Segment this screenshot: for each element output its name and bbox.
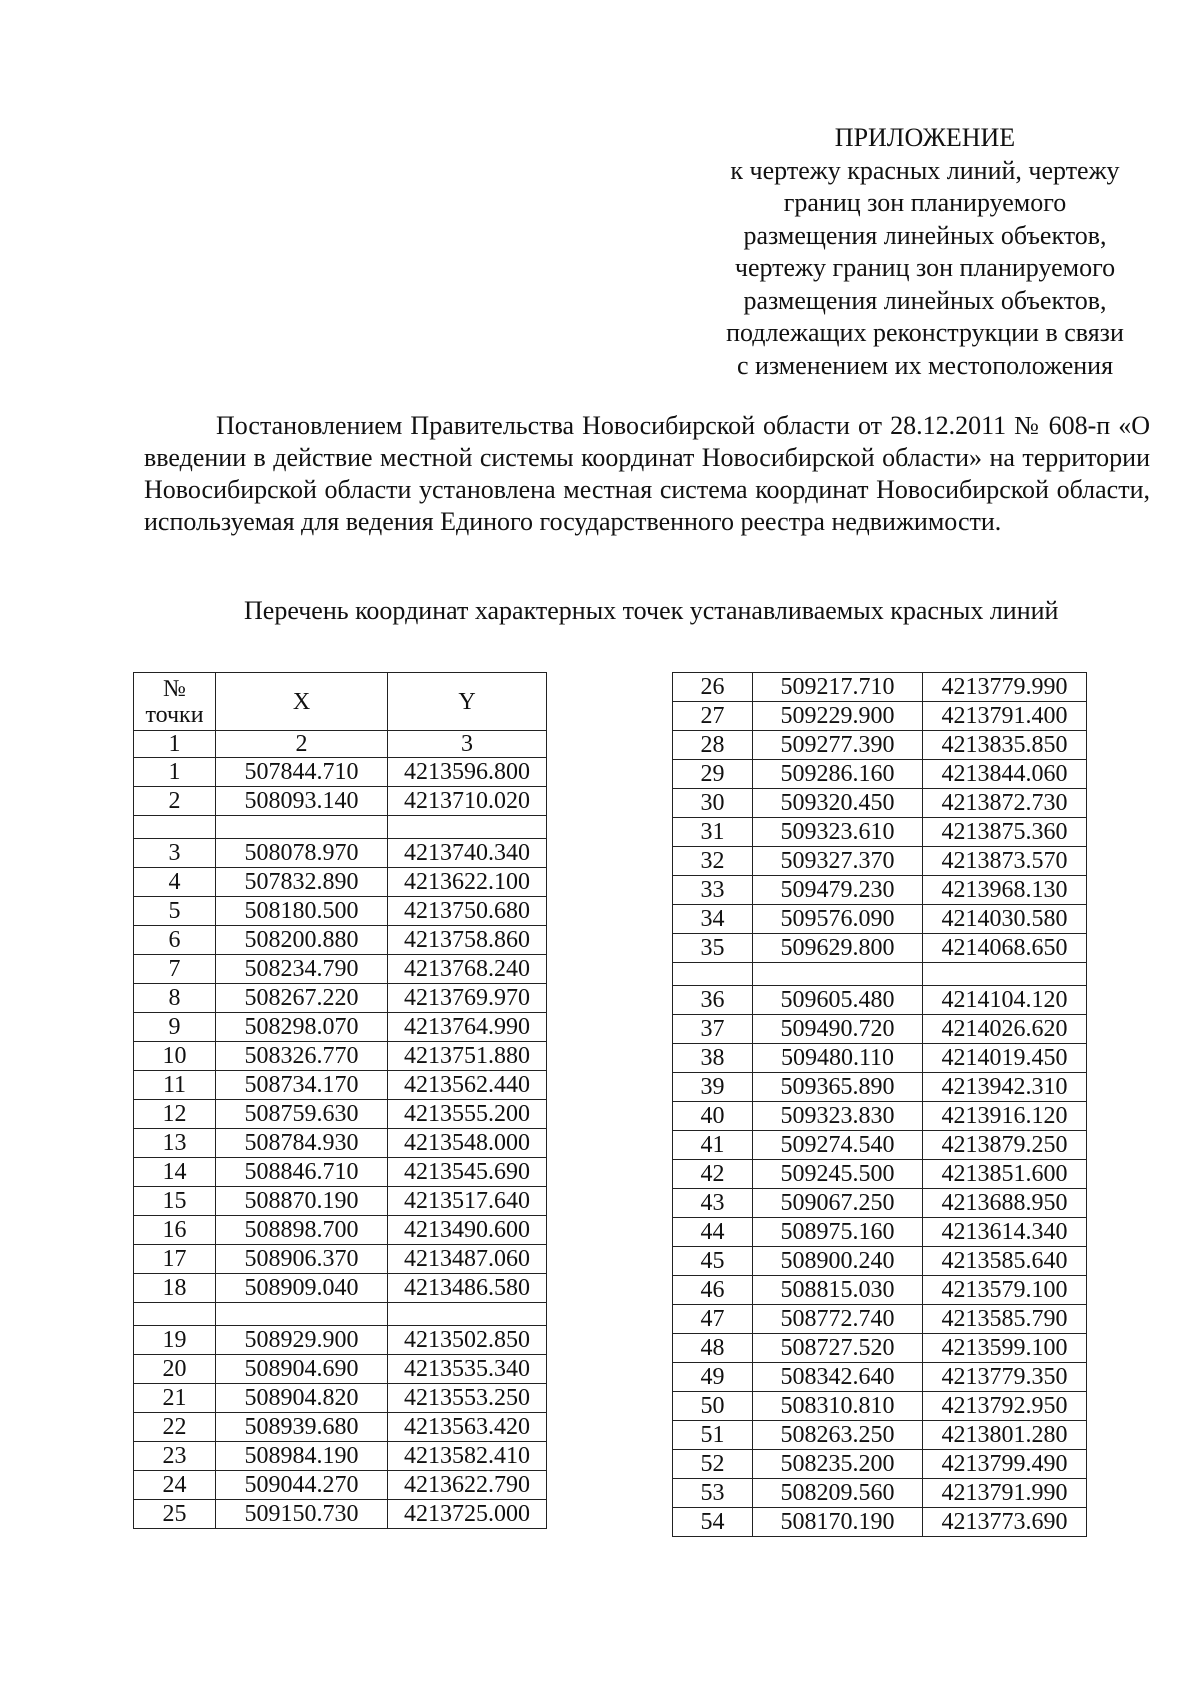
y-cell: 4213614.340 bbox=[923, 1218, 1087, 1247]
x-cell: 508310.810 bbox=[753, 1392, 923, 1421]
point-number-cell: 31 bbox=[673, 818, 753, 847]
point-number-cell: 39 bbox=[673, 1073, 753, 1102]
point-number-cell: 17 bbox=[134, 1245, 216, 1274]
x-cell: 508906.370 bbox=[216, 1245, 388, 1274]
x-cell: 508870.190 bbox=[216, 1187, 388, 1216]
table-row bbox=[134, 1274, 547, 1303]
table-row bbox=[134, 868, 547, 897]
x-cell: 508298.070 bbox=[216, 1013, 388, 1042]
point-number-cell: 35 bbox=[673, 934, 753, 963]
table-row bbox=[673, 1421, 1087, 1450]
table-row bbox=[673, 1508, 1087, 1537]
header-num-symbol: № bbox=[163, 675, 186, 702]
y-cell: 4213688.950 bbox=[923, 1189, 1087, 1218]
point-number-cell: 38 bbox=[673, 1044, 753, 1073]
y-cell: 4213599.100 bbox=[923, 1334, 1087, 1363]
x-cell bbox=[216, 1303, 388, 1326]
point-number-cell: 15 bbox=[134, 1187, 216, 1216]
y-cell: 4213879.250 bbox=[923, 1131, 1087, 1160]
x-cell: 509067.250 bbox=[753, 1189, 923, 1218]
table-row bbox=[673, 905, 1087, 934]
table-row bbox=[134, 839, 547, 868]
y-cell: 4213791.990 bbox=[923, 1479, 1087, 1508]
point-number-cell: 12 bbox=[134, 1100, 216, 1129]
x-cell: 509479.230 bbox=[753, 876, 923, 905]
table-row bbox=[673, 1073, 1087, 1102]
table-row bbox=[673, 760, 1087, 789]
table-row bbox=[673, 847, 1087, 876]
x-cell: 508263.250 bbox=[753, 1421, 923, 1450]
x-cell: 508909.040 bbox=[216, 1274, 388, 1303]
point-number-cell: 20 bbox=[134, 1355, 216, 1384]
appendix-line: размещения линейных объектов, bbox=[743, 220, 1107, 250]
point-number-cell: 52 bbox=[673, 1450, 753, 1479]
table-row bbox=[134, 1071, 547, 1100]
point-number-cell bbox=[134, 816, 216, 839]
y-cell: 4214104.120 bbox=[923, 986, 1087, 1015]
table-row bbox=[134, 984, 547, 1013]
table-row bbox=[134, 926, 547, 955]
table-row bbox=[134, 955, 547, 984]
y-cell: 4213801.280 bbox=[923, 1421, 1087, 1450]
x-cell: 508734.170 bbox=[216, 1071, 388, 1100]
point-number-cell: 22 bbox=[134, 1413, 216, 1442]
x-cell: 509277.390 bbox=[753, 731, 923, 760]
point-number-cell: 45 bbox=[673, 1247, 753, 1276]
point-number-cell: 32 bbox=[673, 847, 753, 876]
x-cell: 508939.680 bbox=[216, 1413, 388, 1442]
point-number-cell: 50 bbox=[673, 1392, 753, 1421]
point-number-cell: 30 bbox=[673, 789, 753, 818]
y-cell: 4213725.000 bbox=[388, 1500, 547, 1529]
appendix-line: с изменением их местоположения bbox=[736, 350, 1114, 380]
y-cell: 4213555.200 bbox=[388, 1100, 547, 1129]
y-cell: 4214019.450 bbox=[923, 1044, 1087, 1073]
table-row bbox=[673, 1044, 1087, 1073]
point-number-cell: 25 bbox=[134, 1500, 216, 1529]
point-number-cell: 36 bbox=[673, 986, 753, 1015]
x-cell: 508234.790 bbox=[216, 955, 388, 984]
table-row bbox=[673, 934, 1087, 963]
y-cell: 4213622.790 bbox=[388, 1471, 547, 1500]
table-row bbox=[134, 1158, 547, 1187]
point-number-cell bbox=[673, 963, 753, 986]
point-number-cell: 40 bbox=[673, 1102, 753, 1131]
x-cell: 509229.900 bbox=[753, 702, 923, 731]
table-row bbox=[673, 1160, 1087, 1189]
x-cell: 508727.520 bbox=[753, 1334, 923, 1363]
header-x: X bbox=[216, 673, 388, 731]
table-row bbox=[134, 758, 547, 787]
x-cell: 508815.030 bbox=[753, 1276, 923, 1305]
y-cell: 4213751.880 bbox=[388, 1042, 547, 1071]
y-cell: 4213490.600 bbox=[388, 1216, 547, 1245]
table-row bbox=[673, 731, 1087, 760]
x-cell: 509480.110 bbox=[753, 1044, 923, 1073]
coordinates-table-left bbox=[133, 672, 547, 1529]
point-number-cell: 33 bbox=[673, 876, 753, 905]
y-cell: 4213768.240 bbox=[388, 955, 547, 984]
x-cell: 508170.190 bbox=[753, 1508, 923, 1537]
table-row bbox=[673, 1102, 1087, 1131]
table-row bbox=[134, 1245, 547, 1274]
x-cell: 509629.800 bbox=[753, 934, 923, 963]
x-cell: 508180.500 bbox=[216, 897, 388, 926]
point-number-cell: 24 bbox=[134, 1471, 216, 1500]
point-number-cell: 48 bbox=[673, 1334, 753, 1363]
y-cell: 4213582.410 bbox=[388, 1442, 547, 1471]
header-index-2: 2 bbox=[216, 731, 388, 758]
point-number-cell: 6 bbox=[134, 926, 216, 955]
intro-paragraph: Постановлением Правительства Новосибирской области от 28.12.2011 № 608-п «О введении в действие местной системы координат Новосибирской области» на территории Новосибирской области установлена местная система координат Новосибирской области, используемая для ведения Единого государственного реестра недвижимости. bbox=[144, 411, 1150, 536]
y-cell: 4213873.570 bbox=[923, 847, 1087, 876]
point-number-cell: 16 bbox=[134, 1216, 216, 1245]
x-cell: 508898.700 bbox=[216, 1216, 388, 1245]
appendix-heading bbox=[700, 122, 1150, 382]
point-number-cell: 49 bbox=[673, 1363, 753, 1392]
x-cell: 508267.220 bbox=[216, 984, 388, 1013]
y-cell: 4213851.600 bbox=[923, 1160, 1087, 1189]
table-row bbox=[134, 1216, 547, 1245]
x-cell: 509365.890 bbox=[753, 1073, 923, 1102]
x-cell: 508900.240 bbox=[753, 1247, 923, 1276]
y-cell: 4213872.730 bbox=[923, 789, 1087, 818]
x-cell: 509605.480 bbox=[753, 986, 923, 1015]
point-number-cell: 34 bbox=[673, 905, 753, 934]
table-row bbox=[673, 1218, 1087, 1247]
x-cell: 508772.740 bbox=[753, 1305, 923, 1334]
table-row bbox=[673, 1305, 1087, 1334]
y-cell: 4213535.340 bbox=[388, 1355, 547, 1384]
appendix-line: к чертежу красных линий, чертежу bbox=[730, 155, 1120, 185]
x-cell: 509323.830 bbox=[753, 1102, 923, 1131]
table-row bbox=[673, 1189, 1087, 1218]
y-cell: 4213585.640 bbox=[923, 1247, 1087, 1276]
y-cell: 4213916.120 bbox=[923, 1102, 1087, 1131]
point-number-cell: 8 bbox=[134, 984, 216, 1013]
point-number-cell: 7 bbox=[134, 955, 216, 984]
point-number-cell: 3 bbox=[134, 839, 216, 868]
y-cell: 4213773.690 bbox=[923, 1508, 1087, 1537]
y-cell: 4213769.970 bbox=[388, 984, 547, 1013]
table-row bbox=[673, 673, 1087, 702]
table-row bbox=[134, 897, 547, 926]
point-number-cell: 5 bbox=[134, 897, 216, 926]
point-number-cell: 44 bbox=[673, 1218, 753, 1247]
x-cell: 508759.630 bbox=[216, 1100, 388, 1129]
x-cell: 508904.690 bbox=[216, 1355, 388, 1384]
y-cell bbox=[923, 963, 1087, 986]
y-cell: 4213750.680 bbox=[388, 897, 547, 926]
x-cell: 509274.540 bbox=[753, 1131, 923, 1160]
point-number-cell: 18 bbox=[134, 1274, 216, 1303]
point-number-cell: 9 bbox=[134, 1013, 216, 1042]
table-row bbox=[673, 1334, 1087, 1363]
point-number-cell: 29 bbox=[673, 760, 753, 789]
point-number-cell: 54 bbox=[673, 1508, 753, 1537]
y-cell: 4214030.580 bbox=[923, 905, 1087, 934]
y-cell: 4213502.850 bbox=[388, 1326, 547, 1355]
appendix-line: размещения линейных объектов, bbox=[743, 285, 1107, 315]
table-row bbox=[134, 1384, 547, 1413]
x-cell: 509576.090 bbox=[753, 905, 923, 934]
x-cell: 508784.930 bbox=[216, 1129, 388, 1158]
header-index-3: 3 bbox=[388, 731, 547, 758]
point-number-cell: 19 bbox=[134, 1326, 216, 1355]
y-cell: 4213553.250 bbox=[388, 1384, 547, 1413]
x-cell: 508093.140 bbox=[216, 787, 388, 816]
x-cell: 509245.500 bbox=[753, 1160, 923, 1189]
point-number-cell: 51 bbox=[673, 1421, 753, 1450]
y-cell: 4213579.100 bbox=[923, 1276, 1087, 1305]
point-number-cell: 43 bbox=[673, 1189, 753, 1218]
x-cell: 508984.190 bbox=[216, 1442, 388, 1471]
table-row bbox=[673, 1392, 1087, 1421]
table-row bbox=[134, 1442, 547, 1471]
point-number-cell: 28 bbox=[673, 731, 753, 760]
table-row bbox=[134, 1355, 547, 1384]
y-cell: 4213968.130 bbox=[923, 876, 1087, 905]
appendix-line: границ зон планируемого bbox=[783, 188, 1067, 217]
point-number-cell bbox=[134, 1303, 216, 1326]
table-row bbox=[673, 876, 1087, 905]
x-cell: 508326.770 bbox=[216, 1042, 388, 1071]
table-row bbox=[134, 787, 547, 816]
point-number-cell: 10 bbox=[134, 1042, 216, 1071]
x-cell: 508846.710 bbox=[216, 1158, 388, 1187]
y-cell: 4213486.580 bbox=[388, 1274, 547, 1303]
y-cell: 4213545.690 bbox=[388, 1158, 547, 1187]
y-cell: 4213487.060 bbox=[388, 1245, 547, 1274]
x-cell bbox=[753, 963, 923, 986]
header-point-number bbox=[134, 673, 216, 731]
table-row bbox=[673, 702, 1087, 731]
table-row bbox=[134, 1013, 547, 1042]
table-row bbox=[673, 1479, 1087, 1508]
x-cell: 509490.720 bbox=[753, 1015, 923, 1044]
y-cell: 4213596.800 bbox=[388, 758, 547, 787]
x-cell: 507844.710 bbox=[216, 758, 388, 787]
y-cell: 4213548.000 bbox=[388, 1129, 547, 1158]
point-number-cell: 4 bbox=[134, 868, 216, 897]
x-cell: 509044.270 bbox=[216, 1471, 388, 1500]
y-cell bbox=[388, 1303, 547, 1326]
list-title: Перечень координат характерных точек устанавливаемых красных линий bbox=[244, 596, 1059, 625]
point-number-cell: 13 bbox=[134, 1129, 216, 1158]
point-number-cell: 27 bbox=[673, 702, 753, 731]
y-cell: 4214026.620 bbox=[923, 1015, 1087, 1044]
y-cell: 4213799.490 bbox=[923, 1450, 1087, 1479]
y-cell: 4213942.310 bbox=[923, 1073, 1087, 1102]
x-cell: 509327.370 bbox=[753, 847, 923, 876]
x-cell: 509323.610 bbox=[753, 818, 923, 847]
table-row bbox=[673, 1131, 1087, 1160]
y-cell: 4213517.640 bbox=[388, 1187, 547, 1216]
table-row bbox=[134, 1129, 547, 1158]
appendix-title: ПРИЛОЖЕНИЕ bbox=[834, 123, 1016, 152]
table-row bbox=[134, 1413, 547, 1442]
x-cell: 509217.710 bbox=[753, 673, 923, 702]
point-number-cell: 11 bbox=[134, 1071, 216, 1100]
x-cell: 508342.640 bbox=[753, 1363, 923, 1392]
y-cell: 4213791.400 bbox=[923, 702, 1087, 731]
x-cell: 508209.560 bbox=[753, 1479, 923, 1508]
point-number-cell: 1 bbox=[134, 758, 216, 787]
table-row bbox=[134, 1471, 547, 1500]
point-number-cell: 21 bbox=[134, 1384, 216, 1413]
y-cell bbox=[388, 816, 547, 839]
point-number-cell: 26 bbox=[673, 673, 753, 702]
y-cell: 4213844.060 bbox=[923, 760, 1087, 789]
table-row bbox=[673, 1276, 1087, 1305]
y-cell: 4213740.340 bbox=[388, 839, 547, 868]
y-cell: 4213562.440 bbox=[388, 1071, 547, 1100]
y-cell: 4213875.360 bbox=[923, 818, 1087, 847]
point-number-cell: 42 bbox=[673, 1160, 753, 1189]
y-cell: 4213585.790 bbox=[923, 1305, 1087, 1334]
table-row bbox=[673, 1247, 1087, 1276]
y-cell: 4213835.850 bbox=[923, 731, 1087, 760]
separator-row bbox=[673, 963, 1087, 986]
table-row bbox=[673, 818, 1087, 847]
x-cell: 509320.450 bbox=[753, 789, 923, 818]
table-right-body bbox=[673, 673, 1087, 1537]
y-cell: 4213622.100 bbox=[388, 868, 547, 897]
x-cell: 508235.200 bbox=[753, 1450, 923, 1479]
point-number-cell: 46 bbox=[673, 1276, 753, 1305]
appendix-line: чертежу границ зон планируемого bbox=[734, 253, 1116, 282]
table-row bbox=[134, 1042, 547, 1071]
point-number-cell: 41 bbox=[673, 1131, 753, 1160]
y-cell: 4213792.950 bbox=[923, 1392, 1087, 1421]
table-row bbox=[134, 1100, 547, 1129]
table-row bbox=[134, 1500, 547, 1529]
table-row bbox=[134, 1326, 547, 1355]
header-index-1: 1 bbox=[134, 731, 216, 758]
y-cell: 4213710.020 bbox=[388, 787, 547, 816]
table-row bbox=[673, 1015, 1087, 1044]
y-cell: 4213758.860 bbox=[388, 926, 547, 955]
x-cell bbox=[216, 816, 388, 839]
table-row bbox=[673, 1450, 1087, 1479]
header-num-label: точки bbox=[145, 701, 204, 728]
point-number-cell: 53 bbox=[673, 1479, 753, 1508]
y-cell: 4213563.420 bbox=[388, 1413, 547, 1442]
y-cell: 4214068.650 bbox=[923, 934, 1087, 963]
point-number-cell: 37 bbox=[673, 1015, 753, 1044]
point-number-cell: 23 bbox=[134, 1442, 216, 1471]
point-number-cell: 47 bbox=[673, 1305, 753, 1334]
header-y: Y bbox=[388, 673, 547, 731]
y-cell: 4213779.350 bbox=[923, 1363, 1087, 1392]
table-row bbox=[673, 1363, 1087, 1392]
x-cell: 508200.880 bbox=[216, 926, 388, 955]
table-row bbox=[673, 789, 1087, 818]
x-cell: 509150.730 bbox=[216, 1500, 388, 1529]
table-left-body bbox=[134, 758, 547, 1529]
y-cell: 4213764.990 bbox=[388, 1013, 547, 1042]
coordinates-table-right bbox=[672, 672, 1087, 1537]
point-number-cell: 2 bbox=[134, 787, 216, 816]
table-row bbox=[134, 1187, 547, 1216]
point-number-cell: 14 bbox=[134, 1158, 216, 1187]
x-cell: 507832.890 bbox=[216, 868, 388, 897]
table-row bbox=[673, 986, 1087, 1015]
x-cell: 508078.970 bbox=[216, 839, 388, 868]
x-cell: 508904.820 bbox=[216, 1384, 388, 1413]
appendix-line: подлежащих реконструкции в связи bbox=[726, 318, 1124, 347]
y-cell: 4213779.990 bbox=[923, 673, 1087, 702]
separator-row bbox=[134, 1303, 547, 1326]
separator-row bbox=[134, 816, 547, 839]
x-cell: 508929.900 bbox=[216, 1326, 388, 1355]
x-cell: 509286.160 bbox=[753, 760, 923, 789]
x-cell: 508975.160 bbox=[753, 1218, 923, 1247]
